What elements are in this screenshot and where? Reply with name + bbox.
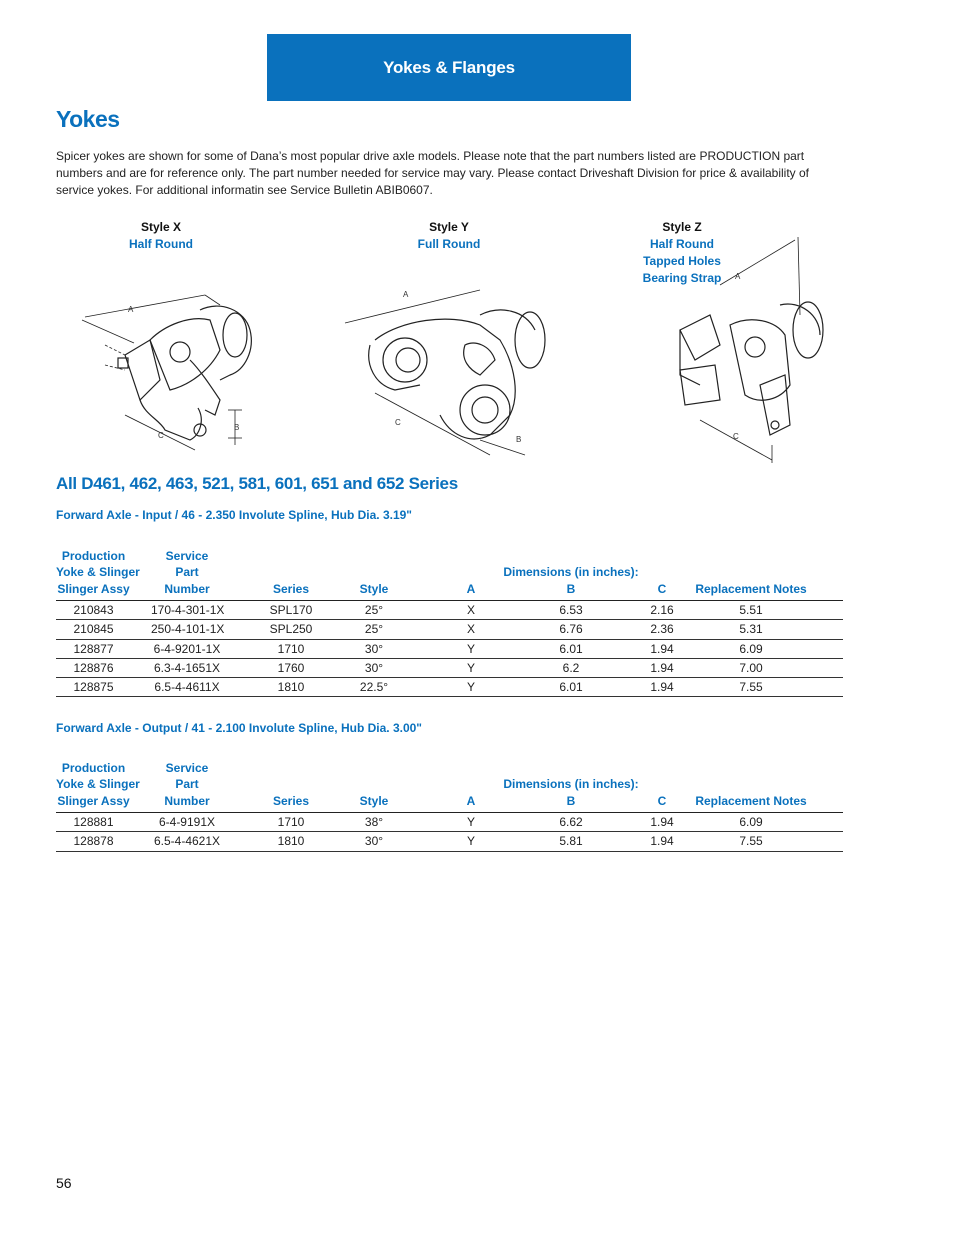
cell-style: 30° (364, 641, 384, 656)
style-z-yoke-diagram (660, 235, 840, 465)
cell-c: 1.94 (650, 815, 674, 829)
cell-service: 250-4-101-1X (151, 622, 225, 637)
cell-b: 5.81 (559, 834, 583, 849)
page-number: 56 (56, 1175, 72, 1191)
cell-a: Y (466, 680, 475, 695)
style-x-yoke-diagram (70, 290, 270, 460)
col-production-line1: Production (61, 760, 126, 775)
col-series: Series (272, 582, 310, 597)
cell-b: 6.76 (559, 622, 583, 637)
cell-series: SPL250 (269, 622, 313, 637)
col-service (151, 760, 223, 810)
table-row (56, 813, 843, 832)
col-b (496, 776, 646, 810)
dim-c-label: C (158, 431, 164, 440)
cell-b: 6.01 (559, 680, 583, 695)
cell-style: 25° (364, 603, 384, 617)
col-b (496, 564, 646, 598)
style-y-desc: Full Round (417, 237, 481, 251)
cell-production: 128875 (73, 680, 114, 695)
table-2-heading: Forward Axle - Output / 41 - 2.100 Involute Spline, Hub Dia. 3.00" (56, 721, 422, 735)
style-z-desc-3: Bearing Strap (642, 271, 722, 285)
cell-production: 128881 (73, 815, 114, 829)
cell-service: 6.5-4-4621X (153, 834, 221, 849)
table-row (56, 832, 843, 851)
cell-series: 1710 (277, 815, 305, 829)
cell-service: 6-4-9201-1X (153, 641, 221, 656)
col-production-line2: Yoke & Slinger (56, 565, 140, 580)
cell-a: X (466, 622, 475, 637)
col-service (151, 548, 223, 598)
col-notes: Replacement Notes (695, 794, 807, 809)
dim-c-label-y: C (395, 418, 401, 427)
table-row (56, 620, 843, 639)
col-service-line2: Part (175, 565, 199, 580)
col-production-line3: Slinger Assy (57, 582, 130, 597)
table-row (56, 601, 843, 620)
cell-series: 1760 (277, 660, 305, 675)
section-banner-label: Yokes & Flanges (383, 57, 515, 77)
cell-series: SPL170 (269, 603, 313, 617)
table-row (56, 659, 843, 678)
cell-production: 128877 (73, 641, 114, 656)
col-b-label: B (566, 794, 576, 809)
cell-service: 6.5-4-4611X (154, 680, 220, 695)
col-style: Style (359, 794, 389, 809)
page-title: Yokes (56, 106, 120, 132)
col-service-line1: Service (165, 760, 209, 775)
col-service-line3: Number (164, 582, 210, 597)
col-service-line2: Part (175, 777, 199, 792)
cell-production: 128878 (73, 834, 114, 849)
cell-series: 1710 (277, 641, 305, 656)
col-notes: Replacement Notes (695, 582, 807, 597)
cell-a: Y (466, 834, 475, 849)
table-output-body (56, 813, 843, 852)
cell-notes: 6.09 (739, 641, 763, 656)
col-series: Series (272, 794, 310, 809)
table-header (56, 548, 843, 601)
col-dimensions: Dimensions (in inches): (503, 565, 639, 580)
table-input-body (56, 601, 843, 697)
cell-service: 170-4-301-1X (151, 603, 225, 617)
table-row (56, 678, 843, 697)
dim-b-label: B (234, 423, 240, 432)
cell-c: 1.94 (650, 660, 674, 675)
cell-b: 6.2 (562, 660, 580, 675)
cell-c: 1.94 (650, 641, 674, 656)
cell-service: 6-4-9191X (158, 815, 216, 829)
col-dimensions: Dimensions (in inches): (503, 777, 639, 792)
style-x-name: Style X (140, 220, 182, 234)
cell-service: 6.3-4-1651X (153, 660, 221, 675)
section-banner (267, 34, 631, 101)
style-z-desc-1: Half Round (650, 237, 714, 251)
style-y-name: Style Y (429, 220, 469, 234)
cell-a: Y (466, 660, 475, 675)
cell-b: 6.01 (559, 641, 583, 656)
cell-style: 22.5° (359, 680, 389, 695)
dim-b-label-y: B (516, 435, 522, 444)
intro-paragraph: Spicer yokes are shown for some of Dana’s most popular drive axle models. Please note that the part numbers listed are PRODUCTION part numbers and are for reference only. The part number needed for service may vary. Please contact Driveshaft Division for price & availability of service yokes. For additional informatin see Service Bulletin ABIB0607. (56, 149, 810, 197)
cell-production: 210843 (73, 603, 114, 617)
cell-notes: 6.09 (739, 815, 763, 829)
cell-c: 2.16 (650, 603, 674, 617)
dim-c-label-z: C (733, 432, 739, 441)
table-input (56, 548, 843, 697)
style-x-caption (111, 219, 211, 253)
cell-a: Y (466, 641, 475, 656)
style-z-name: Style Z (662, 220, 702, 234)
table-output (56, 761, 843, 852)
dim-a-label: A (128, 305, 134, 314)
col-a: A (466, 794, 476, 809)
dim-a-label-z: A (735, 272, 741, 281)
cell-style: 30° (364, 834, 384, 849)
cell-production: 128876 (73, 660, 114, 675)
style-y-yoke-diagram (340, 285, 550, 460)
cell-style: 38° (364, 815, 384, 829)
table-row (56, 640, 843, 659)
cell-a: X (466, 603, 475, 617)
cell-notes: 7.55 (739, 834, 763, 849)
col-production (56, 760, 140, 810)
col-a: A (466, 582, 476, 597)
style-x-desc: Half Round (129, 237, 193, 251)
col-style: Style (359, 582, 389, 597)
style-z-desc-2: Tapped Holes (643, 254, 721, 268)
cell-b: 6.62 (559, 815, 583, 829)
dim-a-label-y: A (403, 290, 409, 299)
cell-notes: 5.31 (739, 622, 763, 637)
cell-c: 1.94 (650, 834, 674, 849)
style-y-caption (399, 219, 499, 253)
cell-b: 6.53 (559, 603, 583, 617)
col-c: C (657, 582, 667, 597)
cell-c: 2.36 (650, 622, 674, 637)
cell-style: 25° (364, 622, 384, 637)
table-header (56, 761, 843, 813)
col-production-line2: Yoke & Slinger (56, 777, 140, 792)
series-heading: All D461, 462, 463, 521, 581, 601, 651 and 652 Series (56, 474, 458, 493)
cell-series: 1810 (277, 834, 305, 849)
col-service-line3: Number (164, 794, 210, 809)
cell-c: 1.94 (650, 680, 674, 695)
col-production (56, 548, 140, 598)
table-1-heading: Forward Axle - Input / 46 - 2.350 Involute Spline, Hub Dia. 3.19" (56, 508, 412, 522)
cell-notes: 5.51 (739, 603, 763, 617)
cell-production: 210845 (73, 622, 114, 637)
cell-notes: 7.00 (739, 660, 763, 675)
cell-notes: 7.55 (739, 680, 763, 695)
cell-series: 1810 (277, 680, 305, 695)
cell-a: Y (466, 815, 475, 829)
col-b-label: B (566, 582, 576, 597)
col-production-line1: Production (61, 548, 126, 563)
col-c: C (657, 794, 667, 809)
cell-style: 30° (364, 660, 384, 675)
col-production-line3: Slinger Assy (57, 794, 130, 809)
col-service-line1: Service (165, 548, 209, 563)
